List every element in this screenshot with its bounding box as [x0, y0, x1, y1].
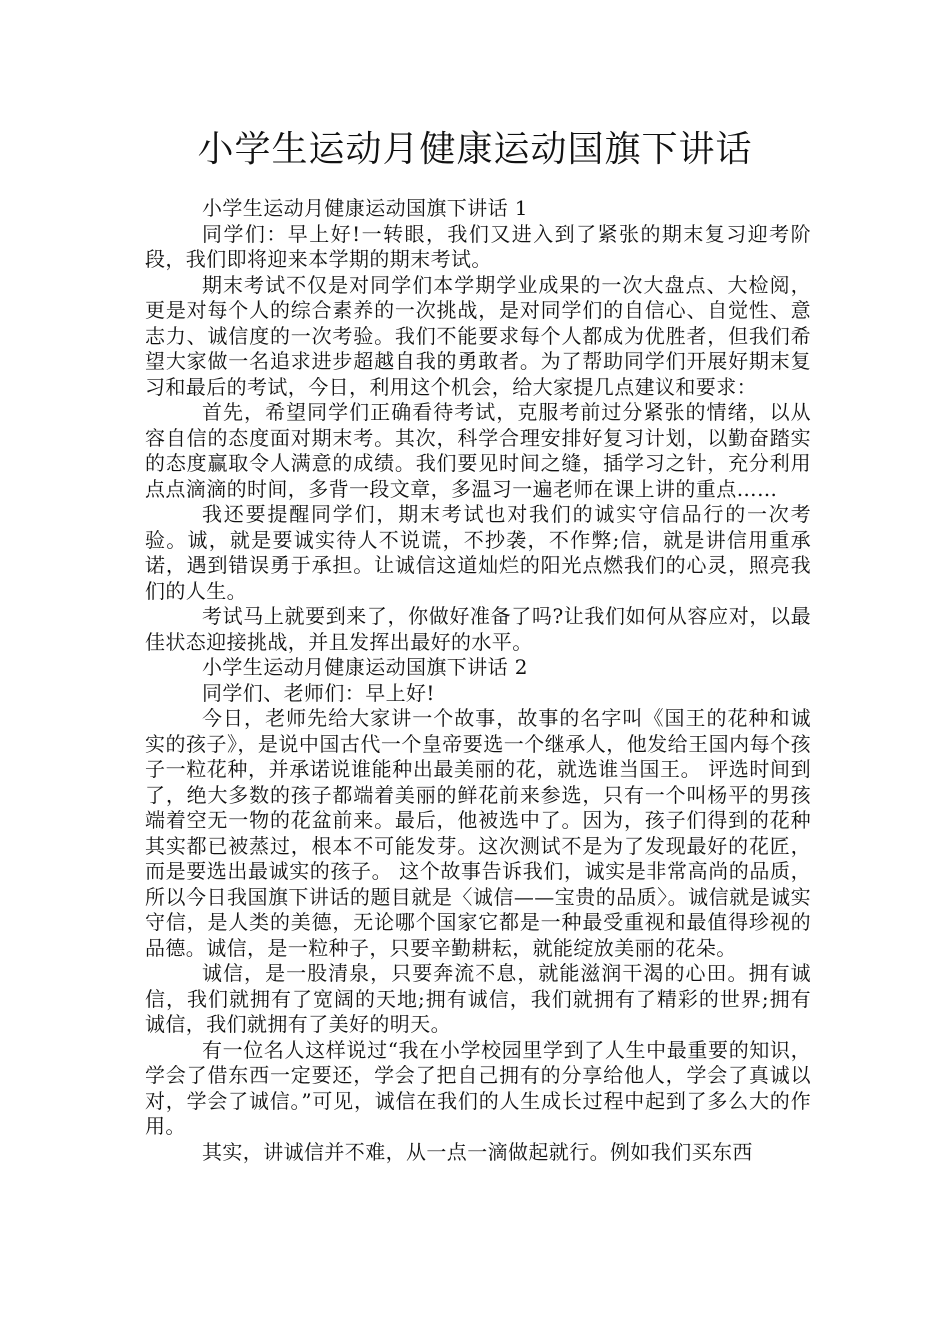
paragraph: 有一位名人这样说过“我在小学校园里学到了人生中最重要的知识，学会了借东西一定要还，学会了把自己拥有的分享给他人，学会了真诚以对，学会了诚信。”可见，诚信在我们的人生成长过程中起到了多么大的作用。 — [145, 1037, 811, 1138]
document-body — [145, 196, 811, 1165]
paragraph: 其实，讲诚信并不难，从一点一滴做起就行。例如我们买东西 — [202, 1139, 753, 1164]
speech-heading-1: 小学生运动月健康运动国旗下讲话 1 — [202, 196, 528, 220]
paragraph: 今日，老师先给大家讲一个故事，故事的名字叫《国王的花种和诚实的孩子》，是说中国古代一个皇帝要选一个继承人，他发给王国内每个孩子一粒花种，并承诺说谁能种出最美丽的花，就选谁当国王。 评选时间到了，绝大多数的孩子都端着美丽的鲜花前来参选，只有一个叫杨平的男孩端着空无一物的花盆前来。最后，他被选中了。因为，孩子们得到的花种其实都已被蒸过，根本不可能发芽。这次测试不是为了发现最好的花匠，而是要选出最诚实的孩子。 这个故事告诉我们，诚实是非常高尚的品质，所以今日我国旗下讲话的题目就是〈诚信——宝贵的品质〉。诚信就是诚实守信，是人类的美德，无论哪个国家它都是一种最受重视和最值得珍视的品德。诚信，是一粒种子，只要辛勤耕耘，就能绽放美丽的花朵。 — [145, 706, 811, 960]
paragraph: 同学们、老师们：早上好! — [202, 680, 435, 705]
paragraph: 首先，希望同学们正确看待考试，克服考前过分紧张的情绪，以从容自信的态度面对期末考。其次，科学合理安排好复习计划，以勤奋踏实的态度赢取令人满意的成绩。我们要见时间之缝，插学习之针，充分利用点点滴滴的时间，多背一段文章，多温习一遍老师在课上讲的重点…… — [145, 400, 811, 501]
paragraph: 诚信，是一股清泉，只要奔流不息，就能滋润干渴的心田。拥有诚信，我们就拥有了宽阔的天地;拥有诚信，我们就拥有了精彩的世界;拥有诚信，我们就拥有了美好的明天。 — [145, 961, 811, 1036]
paragraph: 我还要提醒同学们，期末考试也对我们的诚实守信品行的一次考验。诚，就是要诚实待人不说谎，不抄袭，不作弊;信，就是讲信用重承诺，遇到错误勇于承担。让诚信这道灿烂的阳光点燃我们的心灵，照亮我们的人生。 — [145, 502, 811, 603]
speech-heading-2: 小学生运动月健康运动国旗下讲话 2 — [202, 655, 528, 679]
paragraph: 期末考试不仅是对同学们本学期学业成果的一次大盘点、大检阅，更是对每个人的综合素养的一次挑战，是对同学们的自信心、自觉性、意志力、诚信度的一次考验。我们不能要求每个人都成为优胜者，但我们希望大家做一名追求进步超越自我的勇敢者。为了帮助同学们开展好期末复习和最后的考试，今日，利用这个机会，给大家提几点建议和要求： — [145, 272, 811, 399]
paragraph: 同学们：早上好!一转眼，我们又进入到了紧张的期末复习迎考阶段，我们即将迎来本学期的期末考试。 — [145, 221, 811, 271]
page-title: 小学生运动月健康运动国旗下讲话 — [197, 129, 753, 170]
paragraph: 考试马上就要到来了，你做好准备了吗?让我们如何从容应对，以最佳状态迎接挑战，并且发挥出最好的水平。 — [145, 604, 811, 654]
